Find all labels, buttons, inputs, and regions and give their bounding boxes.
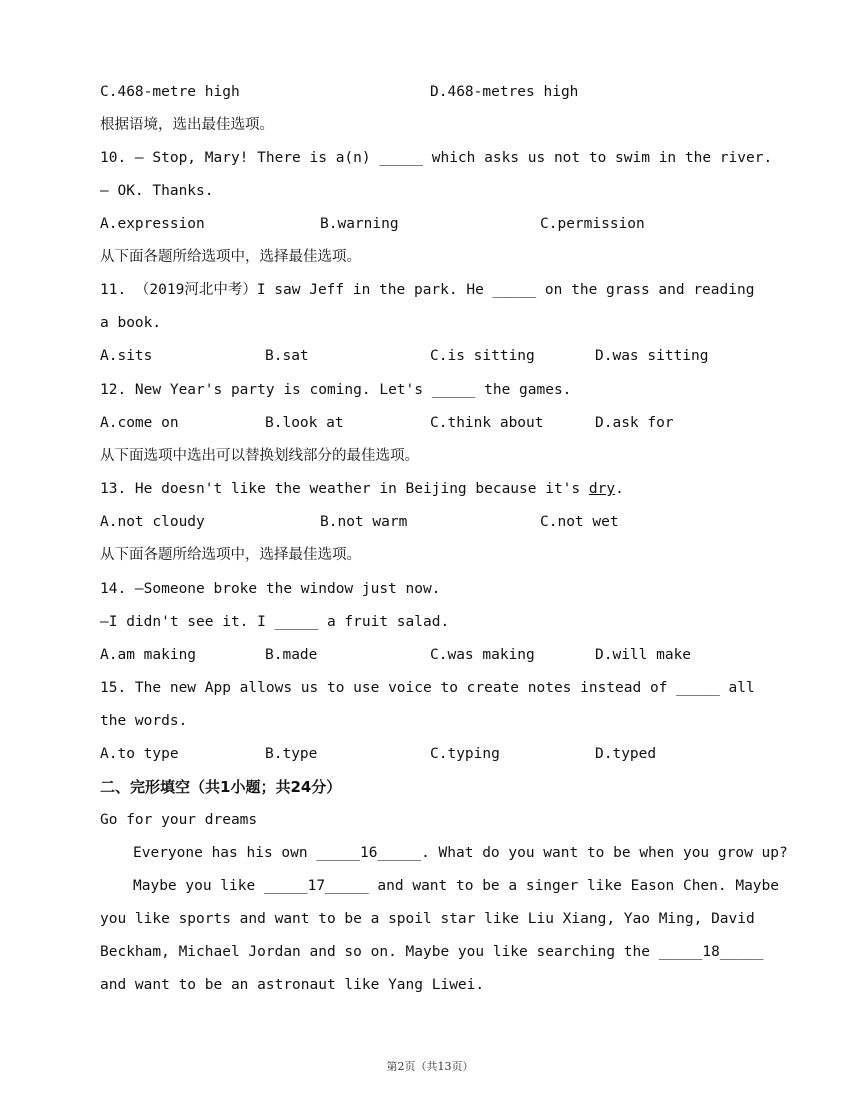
- question-12-stem: 12. New Year's party is coming. Let's _____ the games.: [100, 382, 572, 398]
- passage-paragraph-1: Everyone has his own _____16_____. What do you want to be when you grow up?: [133, 845, 788, 861]
- instruction-choose: 从下面各题所给选项中，选择最佳选项。: [100, 249, 361, 265]
- question-14-reply: —I didn't see it. I _____ a fruit salad.: [100, 614, 450, 630]
- q12-option-d: D.ask for: [595, 415, 674, 431]
- q13-option-a: A.not cloudy: [100, 514, 205, 530]
- q15-option-d: D.typed: [595, 746, 657, 762]
- question-11-stem: 11. （2019河北中考）I saw Jeff in the park. He _____ on the grass and reading: [100, 282, 755, 298]
- q9-option-c: C.468-metre high: [100, 84, 240, 100]
- question-14-stem: 14. —Someone broke the window just now.: [100, 581, 441, 597]
- question-10-reply: — OK. Thanks.: [100, 183, 214, 199]
- question-13-stem: [100, 479, 820, 499]
- instruction-choose-2: 从下面各题所给选项中，选择最佳选项。: [100, 547, 361, 563]
- q10-option-c: C.permission: [540, 216, 645, 232]
- q13-underlined-word: dry: [588, 481, 616, 497]
- q14-option-c: C.was making: [430, 647, 535, 663]
- q13-prefix: 13. He doesn't like the weather in Beijing because it's: [100, 481, 589, 497]
- passage-paragraph-2-line-4: and want to be an astronaut like Yang Liwei.: [100, 977, 485, 993]
- q13-option-b: B.not warm: [320, 514, 408, 530]
- q12-option-c: C.think about: [430, 415, 544, 431]
- q15-option-b: B.type: [265, 746, 318, 762]
- q11-option-b: B.sat: [265, 348, 309, 364]
- instruction-replace: 从下面选项中选出可以替换划线部分的最佳选项。: [100, 448, 419, 464]
- passage-paragraph-2-line-2: you like sports and want to be a spoil star like Liu Xiang, Yao Ming, David: [100, 911, 755, 927]
- q14-option-b: B.made: [265, 647, 318, 663]
- question-11-stem-cont: a book.: [100, 315, 162, 331]
- q14-option-d: D.will make: [595, 647, 692, 663]
- passage-paragraph-2-line-1: Maybe you like _____17_____ and want to be a singer like Eason Chen. Maybe: [133, 878, 780, 894]
- passage-title: Go for your dreams: [100, 812, 258, 828]
- passage-paragraph-2-line-3: Beckham, Michael Jordan and so on. Maybe you like searching the _____18_____: [100, 944, 764, 960]
- page-footer: 第2页（共13页）: [386, 1060, 474, 1073]
- question-10-stem: 10. — Stop, Mary! There is a(n) _____ which asks us not to swim in the river.: [100, 150, 773, 166]
- q10-option-a: A.expression: [100, 216, 205, 232]
- q13-option-c: C.not wet: [540, 514, 619, 530]
- q11-option-d: D.was sitting: [595, 348, 709, 364]
- q11-option-a: A.sits: [100, 348, 153, 364]
- question-15-stem: 15. The new App allows us to use voice to create notes instead of _____ all: [100, 680, 755, 696]
- question-15-stem-cont: the words.: [100, 713, 188, 729]
- q9-option-d: D.468-metres high: [430, 84, 579, 100]
- q12-option-a: A.come on: [100, 415, 179, 431]
- instruction-context: 根据语境，选出最佳选项。: [100, 117, 274, 133]
- section-2-heading: 二、完形填空（共1小题；共24分）: [100, 778, 342, 796]
- q10-option-b: B.warning: [320, 216, 399, 232]
- q13-suffix: .: [615, 481, 624, 497]
- q14-option-a: A.am making: [100, 647, 197, 663]
- q15-option-c: C.typing: [430, 746, 500, 762]
- q12-option-b: B.look at: [265, 415, 344, 431]
- q11-option-c: C.is sitting: [430, 348, 535, 364]
- q15-option-a: A.to type: [100, 746, 179, 762]
